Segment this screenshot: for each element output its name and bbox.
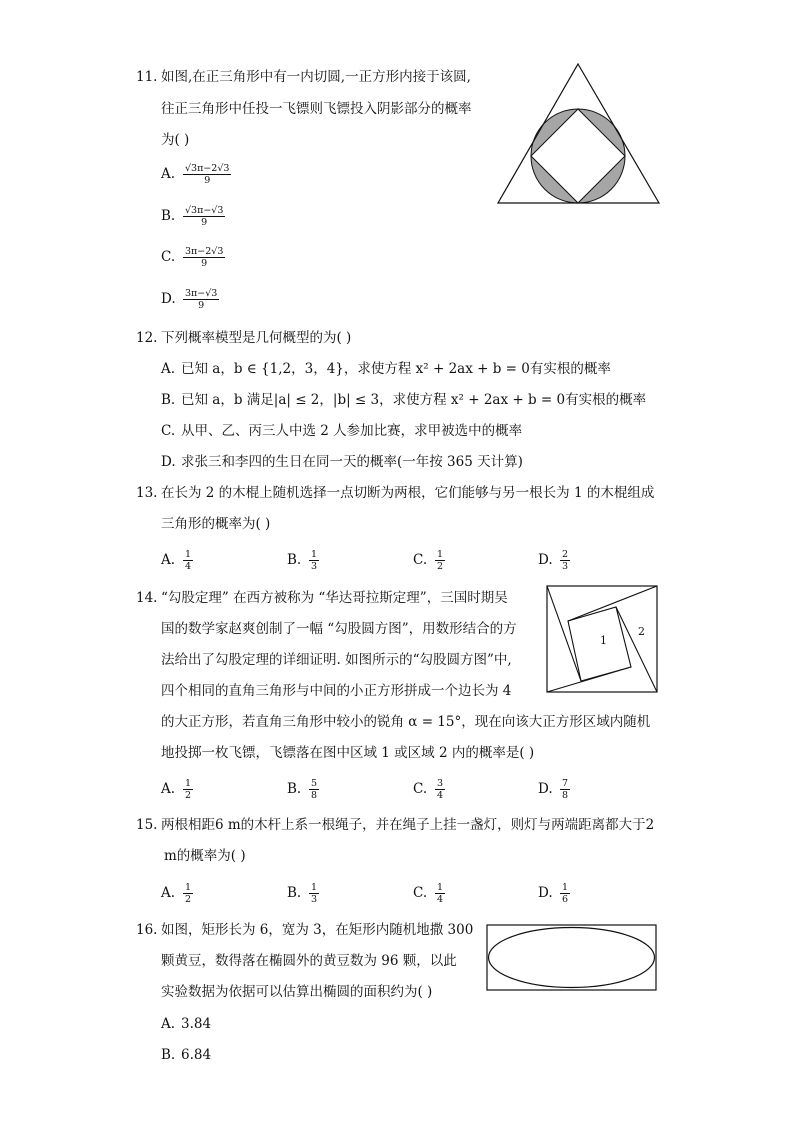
- fraction: [309, 882, 319, 905]
- option-b[interactable]: [161, 1046, 211, 1064]
- option-b[interactable]: [161, 205, 225, 228]
- option-text: 6.84: [181, 1047, 212, 1063]
- numerator: 1: [311, 549, 318, 560]
- question-text-line: 国的数学家赵爽创制了一幅 “勾股圆方图”，用数形结合的方: [161, 621, 517, 637]
- option-label: B.: [161, 392, 176, 408]
- fraction: [435, 882, 445, 905]
- option-b[interactable]: [161, 391, 646, 409]
- question-text-line: “勾股定理” 在西方被称为 “华达哥拉斯定理”，三国时期吴: [161, 590, 508, 606]
- option-label: D.: [538, 552, 553, 568]
- question-text-line: m的概率为( ): [164, 848, 246, 864]
- option-text: 3.84: [181, 1016, 212, 1032]
- denominator: 2: [185, 894, 192, 905]
- rectangle-ellipse-figure: [486, 924, 658, 992]
- triangle-edge: [547, 586, 581, 681]
- fraction: [183, 246, 225, 269]
- option-d[interactable]: [538, 882, 570, 905]
- question-text-line: 下列概率模型是几何概型的为( ): [161, 330, 352, 346]
- option-label: B.: [287, 885, 302, 901]
- numerator: 3π−2√3: [185, 246, 224, 257]
- question-number: 12.: [136, 330, 158, 346]
- question-text-line: 如图,在正三角形中有一内切圆,一正方形内接于该圆,: [161, 69, 471, 85]
- option-label: B.: [287, 552, 302, 568]
- question-text-line: 在长为 2 的木棍上随机选择一点切断为两根，它们能够与另一根长为 1 的木棍组成: [161, 485, 655, 501]
- option-b[interactable]: [287, 882, 319, 905]
- question-text-line: 地投掷一枚飞镖，飞镖落在图中区域 1 或区域 2 内的概率是( ): [161, 745, 535, 761]
- denominator: 2: [437, 561, 444, 572]
- question-text-line: 的大正方形，若直角三角形中较小的锐角 α = 15°，现在向该大正方形区域内随机: [161, 714, 651, 730]
- question-text-line: 两根相距6 m的木杆上系一根绳子，并在绳子上挂一盏灯，则灯与两端距离都大于2: [161, 817, 655, 833]
- option-a[interactable]: [161, 163, 231, 186]
- ellipse: [489, 928, 655, 988]
- fraction: [309, 549, 319, 572]
- fraction: [183, 288, 219, 311]
- question-text-line: 实验数据为依据可以估算出椭圆的面积约为( ): [161, 984, 433, 1000]
- fraction: [560, 882, 570, 905]
- option-label: D.: [538, 781, 553, 797]
- fraction: [183, 549, 193, 572]
- numerator: 1: [437, 549, 444, 560]
- option-c[interactable]: [413, 549, 445, 572]
- numerator: 1: [185, 882, 192, 893]
- question-text-line: 为( ): [161, 132, 190, 148]
- question-text-line: 四个相同的直角三角形与中间的小正方形拼成一个边长为 4: [161, 683, 512, 699]
- option-label: C.: [161, 423, 176, 439]
- numerator: 3π−√3: [185, 288, 218, 299]
- numerator: 1: [185, 549, 192, 560]
- fraction: [183, 205, 225, 228]
- denominator: 3: [562, 561, 569, 572]
- option-label: A.: [161, 361, 176, 377]
- denominator: 9: [201, 258, 208, 269]
- numerator: 1: [311, 882, 318, 893]
- option-b[interactable]: [287, 778, 319, 801]
- denominator: 2: [185, 790, 192, 801]
- triangle-edge: [568, 586, 657, 621]
- fraction: [435, 549, 445, 572]
- question-text-line: 三角形的概率为( ): [161, 516, 271, 532]
- question-number: 14.: [136, 590, 158, 606]
- denominator: 4: [437, 790, 444, 801]
- option-a[interactable]: [161, 549, 193, 572]
- option-label: D.: [161, 291, 176, 307]
- triangle-circle-square-figure: [497, 62, 662, 204]
- denominator: 3: [311, 894, 318, 905]
- fraction: [183, 778, 193, 801]
- numerator: √3π−2√3: [185, 163, 230, 174]
- option-text: 已知 a，b ∈ {1,2，3，4}，求使方程 x² + 2ax + b = 0有实根的概率: [181, 361, 611, 377]
- option-c[interactable]: [161, 422, 522, 440]
- question-number: 13.: [136, 485, 158, 501]
- option-label: A.: [161, 552, 176, 568]
- question-text-line: 法给出了勾股定理的详细证明. 如图所示的“勾股圆方图”中,: [161, 652, 512, 668]
- fraction: [183, 882, 193, 905]
- option-label: C.: [413, 552, 428, 568]
- question-number: 11.: [136, 69, 158, 85]
- denominator: 4: [185, 561, 192, 572]
- denominator: 4: [437, 894, 444, 905]
- option-label: B.: [287, 781, 302, 797]
- option-text: 从甲、乙、丙三人中选 2 人参加比赛，求甲被选中的概率: [181, 423, 523, 439]
- option-label: C.: [413, 885, 428, 901]
- question-text-line: 往正三角形中任投一飞镖则飞镖投入阴影部分的概率: [161, 101, 472, 117]
- denominator: 8: [311, 790, 318, 801]
- numerator: 1: [562, 882, 569, 893]
- denominator: 9: [198, 300, 205, 311]
- option-label: C.: [413, 781, 428, 797]
- region-label-2: 2: [638, 625, 645, 638]
- option-text: 求张三和李四的生日在同一天的概率(一年按 365 天计算): [181, 454, 523, 470]
- option-d[interactable]: [538, 778, 570, 801]
- option-label: A.: [161, 781, 176, 797]
- option-text: 已知 a，b 满足|a| ≤ 2，|b| ≤ 3，求使方程 x² + 2ax + b = 0有实根的概率: [181, 392, 647, 408]
- option-label: B.: [161, 1047, 176, 1063]
- numerator: 2: [562, 549, 569, 560]
- numerator: 5: [311, 778, 318, 789]
- option-label: A.: [161, 885, 176, 901]
- numerator: 1: [185, 778, 192, 789]
- option-c[interactable]: [161, 246, 225, 269]
- region-label-1: 1: [600, 634, 607, 647]
- triangle-edge: [616, 607, 657, 692]
- denominator: 8: [562, 790, 569, 801]
- option-a[interactable]: [161, 360, 611, 378]
- option-b[interactable]: [287, 549, 319, 572]
- option-label: D.: [538, 885, 553, 901]
- option-a[interactable]: [161, 882, 193, 905]
- option-label: D.: [161, 454, 176, 470]
- option-a[interactable]: [161, 1015, 211, 1033]
- triangle-edge: [547, 667, 631, 692]
- denominator: 9: [204, 175, 211, 186]
- option-label: A.: [161, 1016, 176, 1032]
- question-number: 16.: [136, 922, 158, 938]
- fraction: [435, 778, 445, 801]
- denominator: 3: [311, 561, 318, 572]
- fraction: [309, 778, 319, 801]
- fraction: [560, 778, 570, 801]
- denominator: 9: [201, 217, 208, 228]
- numerator: 1: [437, 882, 444, 893]
- option-c[interactable]: [413, 778, 445, 801]
- option-label: C.: [161, 249, 176, 265]
- question-text-line: 颗黄豆，数得落在椭圆外的黄豆数为 96 颗，以此: [161, 953, 457, 969]
- option-label: B.: [161, 208, 176, 224]
- gougu-square-figure: [546, 585, 658, 693]
- numerator: 7: [562, 778, 569, 789]
- numerator: 3: [437, 778, 444, 789]
- fraction: [560, 549, 570, 572]
- fraction: [183, 163, 231, 186]
- question-text-line: 如图，矩形长为 6，宽为 3，在矩形内随机地撒 300: [161, 922, 474, 938]
- option-d[interactable]: [161, 453, 523, 471]
- option-a[interactable]: [161, 778, 193, 801]
- option-c[interactable]: [413, 882, 445, 905]
- option-label: A.: [161, 166, 176, 182]
- question-number: 15.: [136, 817, 158, 833]
- option-d[interactable]: [161, 288, 219, 311]
- rectangle: [487, 925, 656, 990]
- denominator: 6: [562, 894, 569, 905]
- option-d[interactable]: [538, 549, 570, 572]
- numerator: √3π−√3: [185, 205, 224, 216]
